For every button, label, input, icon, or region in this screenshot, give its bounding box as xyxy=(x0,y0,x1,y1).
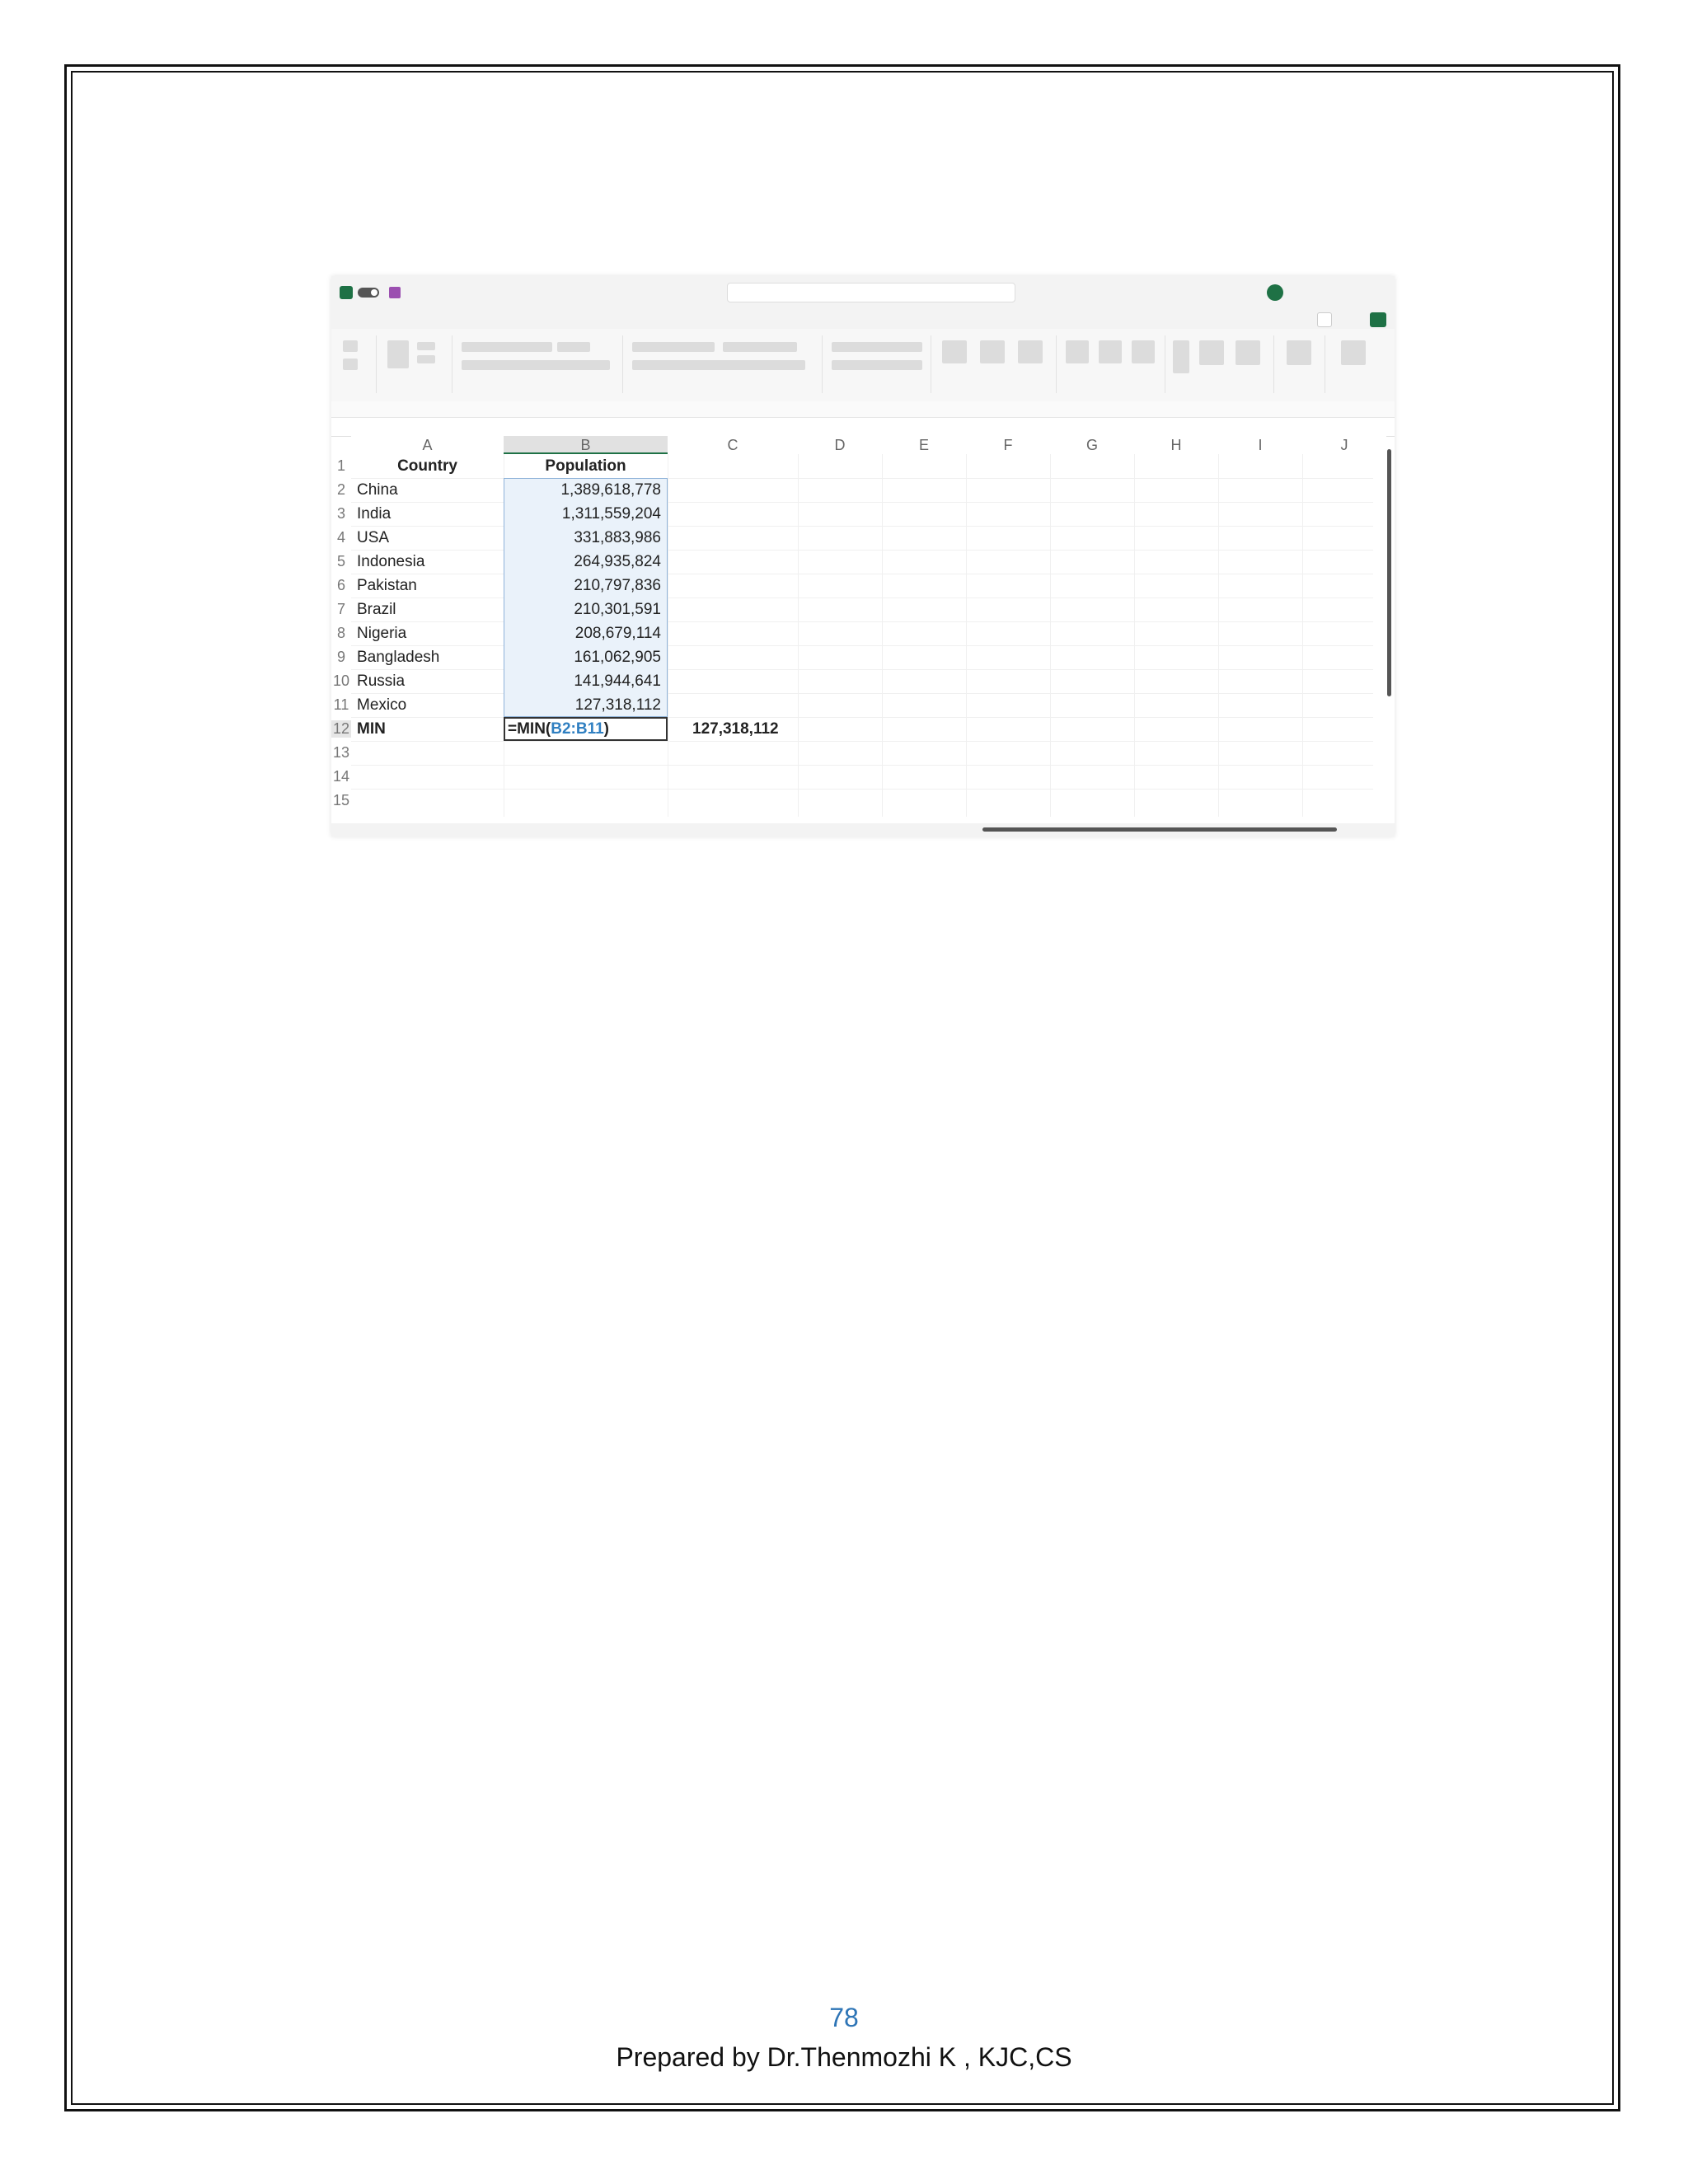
horizontal-scrollbar[interactable] xyxy=(982,827,1337,832)
population-cell[interactable]: 331,883,986 xyxy=(574,529,661,546)
ribbon-group-number xyxy=(823,335,931,393)
population-cell[interactable]: 141,944,641 xyxy=(574,673,661,690)
column-header[interactable]: J xyxy=(1302,436,1386,454)
row-header[interactable]: 12 xyxy=(332,720,350,737)
formula-bar xyxy=(331,418,1395,437)
ribbon-group-cells xyxy=(1057,335,1165,393)
row-header[interactable]: 3 xyxy=(336,505,345,522)
excel-titlebar xyxy=(331,276,1395,309)
ribbon-group-font xyxy=(453,335,623,393)
column-header[interactable]: G xyxy=(1050,436,1134,454)
row-header[interactable]: 15 xyxy=(332,792,350,808)
ribbon-group-editing xyxy=(1166,335,1274,393)
row-header[interactable]: 2 xyxy=(336,481,345,498)
column-header[interactable]: F xyxy=(966,436,1050,454)
excel-screenshot xyxy=(331,276,1395,837)
row-header[interactable]: 13 xyxy=(332,744,350,761)
page-number: 78 xyxy=(829,2003,859,2032)
row-header[interactable]: 6 xyxy=(336,577,345,593)
population-cell[interactable]: 208,679,114 xyxy=(574,625,661,642)
population-cell[interactable]: 210,797,836 xyxy=(574,577,661,594)
ribbon xyxy=(331,329,1395,402)
column-header[interactable]: C xyxy=(668,436,798,454)
country-cell[interactable]: Russia xyxy=(357,673,406,690)
country-cell[interactable]: Nigeria xyxy=(357,625,407,642)
formula-cell[interactable] xyxy=(508,717,609,741)
row-header[interactable]: 14 xyxy=(332,768,350,785)
row-header[interactable]: 9 xyxy=(336,649,345,665)
population-cell[interactable]: 161,062,905 xyxy=(574,649,661,666)
row-header[interactable]: 5 xyxy=(336,553,345,569)
country-cell[interactable]: India xyxy=(357,505,392,523)
row-header[interactable]: 11 xyxy=(333,696,349,713)
population-cell[interactable]: 264,935,824 xyxy=(574,553,661,570)
formula-range-ref: B2:B11 xyxy=(551,720,604,738)
country-cell[interactable]: Mexico xyxy=(357,696,407,714)
ribbon-group-alignment xyxy=(624,335,823,393)
column-header[interactable]: D xyxy=(798,436,882,454)
country-cell[interactable]: Indonesia xyxy=(357,553,425,570)
row-header[interactable]: 10 xyxy=(332,673,350,689)
country-cell[interactable]: Brazil xyxy=(357,601,396,618)
country-cell[interactable]: USA xyxy=(357,529,390,546)
population-cell[interactable]: 1,389,618,778 xyxy=(560,481,661,499)
header-cell-population[interactable]: Population xyxy=(545,457,626,475)
header-cell-country[interactable]: Country xyxy=(397,457,457,475)
search-input[interactable] xyxy=(727,283,1015,302)
ribbon-group-sensitivity xyxy=(1326,335,1384,393)
formula-prefix: =MIN( xyxy=(508,720,551,738)
row-header[interactable]: 1 xyxy=(336,457,345,474)
ribbon-tabs xyxy=(331,309,1395,329)
population-cell[interactable]: 1,311,559,204 xyxy=(561,505,661,523)
row-header[interactable]: 7 xyxy=(336,601,345,617)
population-cell[interactable]: 210,301,591 xyxy=(574,601,661,618)
quick-access-bar xyxy=(331,401,1395,418)
min-result-cell[interactable]: 127,318,112 xyxy=(692,720,779,738)
autosave-toggle[interactable] xyxy=(358,288,379,298)
column-header[interactable]: B xyxy=(504,436,668,454)
column-header[interactable]: E xyxy=(882,436,966,454)
spreadsheet-grid xyxy=(331,436,1395,823)
formula-suffix: ) xyxy=(603,720,609,738)
vertical-scrollbar[interactable] xyxy=(1387,449,1391,696)
comments-button[interactable] xyxy=(1317,312,1332,327)
save-icon[interactable] xyxy=(389,287,401,298)
column-header[interactable]: H xyxy=(1134,436,1218,454)
row-header[interactable]: 4 xyxy=(336,529,345,546)
row-header[interactable]: 8 xyxy=(336,625,345,641)
ribbon-group-undo xyxy=(335,335,377,393)
ribbon-group-clipboard xyxy=(377,335,452,393)
min-label-cell[interactable]: MIN xyxy=(357,720,386,738)
population-cell[interactable]: 127,318,112 xyxy=(574,696,661,714)
share-button[interactable] xyxy=(1370,312,1386,327)
country-cell[interactable]: Bangladesh xyxy=(357,649,440,666)
column-header[interactable]: A xyxy=(351,436,504,454)
country-cell[interactable]: Pakistan xyxy=(357,577,417,594)
country-cell[interactable]: China xyxy=(357,481,398,499)
ribbon-group-analysis xyxy=(1275,335,1325,393)
avatar[interactable] xyxy=(1267,284,1283,301)
excel-logo-icon xyxy=(340,286,353,299)
column-header[interactable]: I xyxy=(1218,436,1302,454)
prepared-by: Prepared by Dr.Thenmozhi K , KJC,CS xyxy=(616,2042,1072,2072)
ribbon-group-styles xyxy=(932,335,1057,393)
